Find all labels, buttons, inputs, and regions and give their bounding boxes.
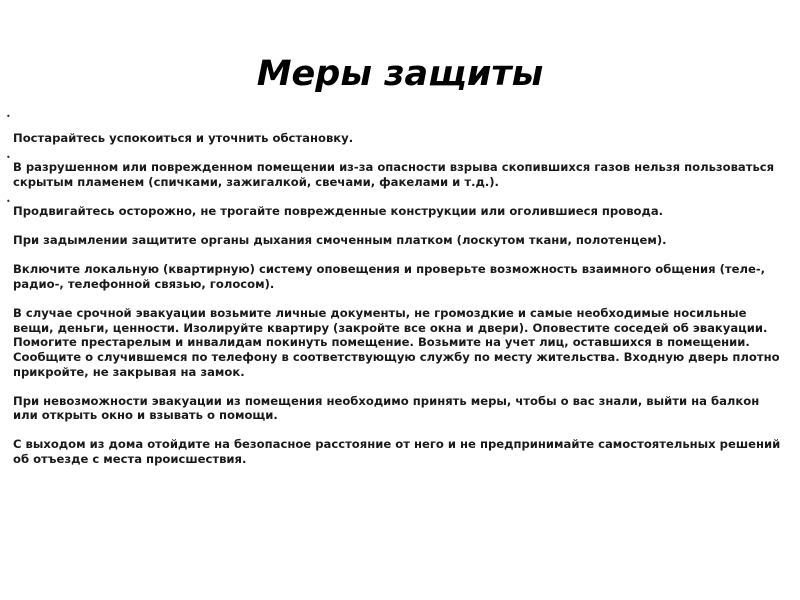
paragraph-urgent-evacuation: В случае срочной эвакуации возьмите личные документы, не громоздкие и самые необходимые носильные вещи, деньги, ценности. Изолируйте квартиру (закройте все окна и двери). Оповестите соседей об эвакуации. Помогите престарелым и инвалидам покинуть помещение. Возьмите на учет лиц, оставшихся в помещении. Сообщите о случившемся по телефону в соответствующую службу по месту жительства. Входную дверь плотно прикройте, не закрывая на замок.: [13, 306, 780, 379]
bullet-marker: •: [6, 153, 11, 162]
paragraph-calm-down: Постарайтесь успокоиться и уточнить обстановку.: [13, 131, 354, 145]
paragraph-alert-system: Включите локальную (квартирную) систему оповещения и проверьте возможность взаимного общения (теле-, радио-, телефонной связью, голосом).: [13, 262, 766, 291]
paragraph-move-carefully: Продвигайтесь осторожно, не трогайте поврежденные конструкции или оголившиеся провода.: [13, 203, 664, 218]
bullet-marker: •: [6, 112, 11, 121]
paragraph-smoke-protection: При задымлении защитите органы дыхания смоченным платком (лоскутом ткани, полотенцем).: [13, 233, 667, 248]
slide-title: Меры защиты: [256, 54, 544, 94]
bullet-marker: •: [6, 197, 11, 206]
paragraph-safe-distance: С выходом из дома отойдите на безопасное расстояние от него и не предпринимайте самостоятельных решений об отъезде с места происшествия.: [13, 437, 781, 467]
paragraph-no-open-flame: В разрушенном или поврежденном помещении из-за опасности взрыва скопившихся газов нельзя пользоваться скрытым пламенем (спичками, зажигалкой, свечами, факелами и т.д.).: [13, 160, 775, 189]
paragraph-no-evacuation-possible: При невозможности эвакуации из помещения необходимо принять меры, чтобы о вас знали, выйти на балкон или открыть окно и взывать о помощи.: [13, 393, 760, 423]
slide-body: [13, 131, 783, 481]
